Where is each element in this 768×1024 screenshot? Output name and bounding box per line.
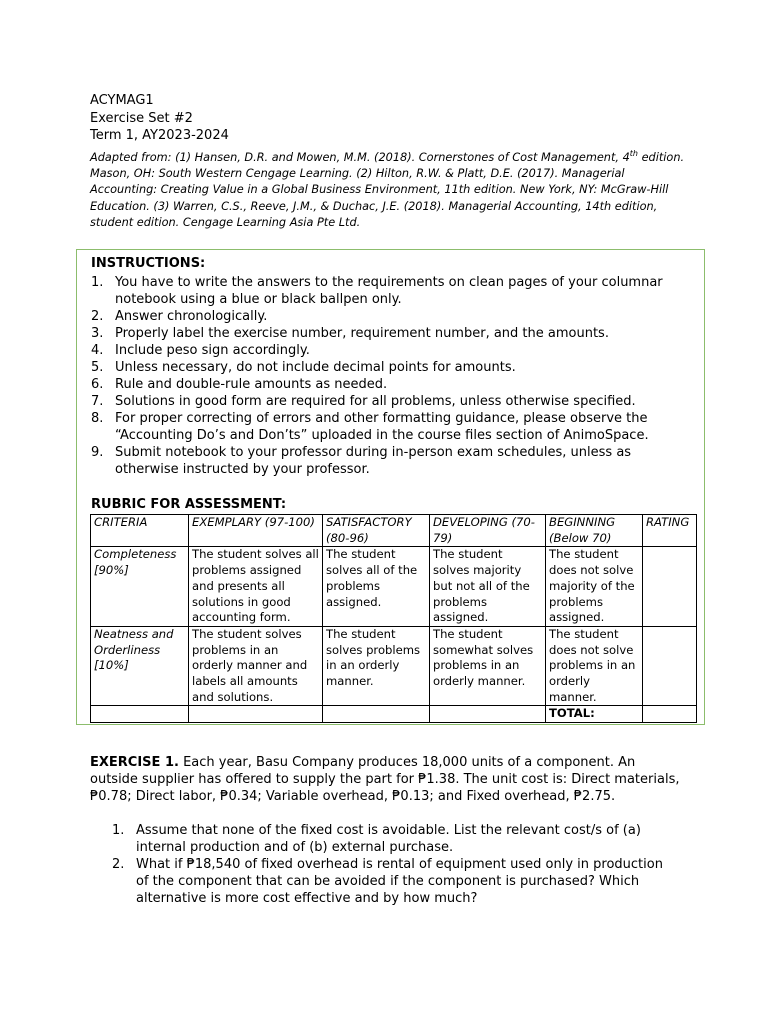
- table-row: [91, 626, 697, 706]
- rating-cell: [643, 547, 697, 627]
- citation: Adapted from: (1) Hansen, D.R. and Mowen, M.M. (2018). Cornerstones of Cost Management, 4th edition. Mason, OH: South Western Cengage Learning. (2) Hilton, R.W. & Platt, D.E. (2017). Managerial Accounting: Creating Value in a Global Business Environment, 11th edition. New York, NY: McGraw-Hill Education. (3) Warren, C.S., Reeve, J.M., & Duchac, J.E. (2018). Managerial Accounting, 14th edition, student edition. Cengage Learning Asia Pte Ltd.: [90, 148, 685, 230]
- list-item: 7. Solutions in good form are required for all problems, unless otherwise specified.: [91, 394, 636, 409]
- list-item: 1. Assume that none of the fixed cost is avoidable. List the relevant cost/s of (a) internal production and of (b) external purchase.: [112, 823, 641, 855]
- developing-cell: The student solves majority but not all of the problems assigned.: [430, 547, 546, 627]
- list-item: 2. Answer chronologically.: [91, 309, 268, 324]
- exercise-label: EXERCISE 1.: [90, 755, 179, 770]
- list-item: 6. Rule and double-rule amounts as needed.: [91, 377, 388, 392]
- empty-cell: [91, 706, 189, 723]
- instructions-box: [76, 249, 705, 725]
- header-satisfactory: SATISFACTORY (80-96): [323, 515, 430, 547]
- exercise-body: Each year, Basu Company produces 18,000 units of a component. An outside supplier has offered to supply the part for ₱1.38. The unit cost is: Direct materials, ₱0.78; Direct labor, ₱0.34; Variable overhead, ₱0.13; and Fixed overhead, ₱2.75.: [90, 755, 680, 804]
- exercise-set-title: Exercise Set #2: [90, 110, 193, 126]
- list-item: 9. Submit notebook to your professor during in-person exam schedules, unless as otherwise instructed by your professor.: [91, 445, 632, 477]
- beginning-cell: The student does not solve problems in an orderly manner.: [546, 626, 643, 706]
- header-beginning: BEGINNING (Below 70): [546, 515, 643, 547]
- list-item: 4. Include peso sign accordingly.: [91, 343, 310, 358]
- empty-cell: [430, 706, 546, 723]
- list-item: 8. For proper correcting of errors and other formatting guidance, please observe the “Accounting Do’s and Don’ts” uploaded in the course files section of AnimoSpace.: [91, 411, 649, 443]
- satisfactory-cell: The student solves all of the problems assigned.: [323, 547, 430, 627]
- exercise-questions: [112, 822, 672, 907]
- rubric-title: RUBRIC FOR ASSESSMENT:: [91, 497, 287, 512]
- exemplary-cell: The student solves problems in an orderly manner and labels all amounts and solutions.: [189, 626, 323, 706]
- list-item: 2. What if ₱18,540 of fixed overhead is rental of equipment used only in production of the component that can be avoided if the component is purchased? Which alternative is more cost effective and by how much?: [112, 857, 663, 906]
- developing-cell: The student somewhat solves problems in an orderly manner.: [430, 626, 546, 706]
- table-row: [91, 547, 697, 627]
- rubric-table: [90, 514, 697, 723]
- instructions-list: [91, 274, 689, 478]
- header-exemplary: EXEMPLARY (97-100): [189, 515, 323, 547]
- list-item: 5. Unless necessary, do not include decimal points for amounts.: [91, 360, 516, 375]
- document-header: [90, 92, 688, 232]
- instructions-title: INSTRUCTIONS:: [91, 256, 206, 271]
- criteria-cell: Neatness and Orderliness [10%]: [91, 626, 189, 706]
- list-item: 3. Properly label the exercise number, requirement number, and the amounts.: [91, 326, 609, 341]
- rating-cell: [643, 626, 697, 706]
- header-developing: DEVELOPING (70-79): [430, 515, 546, 547]
- satisfactory-cell: The student solves problems in an orderly manner.: [323, 626, 430, 706]
- criteria-cell: Completeness [90%]: [91, 547, 189, 627]
- list-item: 1. You have to write the answers to the requirements on clean pages of your columnar notebook using a blue or black ballpen only.: [91, 275, 663, 307]
- term-label: Term 1, AY2023-2024: [90, 128, 229, 143]
- beginning-cell: The student does not solve majority of the problems assigned.: [546, 547, 643, 627]
- course-code: ACYMAG1: [90, 93, 154, 108]
- header-rating: RATING: [643, 515, 697, 547]
- exemplary-cell: The student solves all problems assigned and presents all solutions in good accounting form.: [189, 547, 323, 627]
- empty-cell: [189, 706, 323, 723]
- table-header-row: [91, 515, 697, 547]
- total-label: TOTAL:: [546, 706, 643, 723]
- total-rating-cell: [643, 706, 697, 723]
- empty-cell: [323, 706, 430, 723]
- exercise-statement: [90, 754, 680, 805]
- table-total-row: [91, 706, 697, 723]
- header-criteria: CRITERIA: [91, 515, 189, 547]
